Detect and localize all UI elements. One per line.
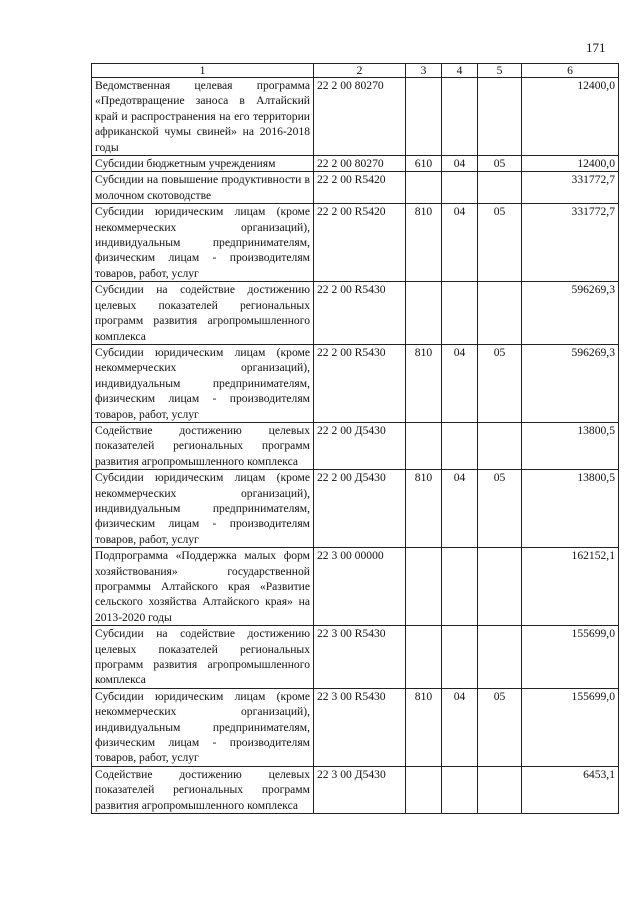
row-description: Субсидии юридическим лицам (кроме некоммерческих организаций), индивидуальным предпринимателям, физическим лицам - производителям товаров, работ, услуг [92, 688, 314, 766]
table-row [92, 626, 619, 689]
column-header-1: 1 [92, 64, 314, 78]
row-amount: 596269,3 [522, 282, 619, 345]
row-section: 04 [442, 344, 478, 422]
row-subsection [478, 422, 522, 469]
column-header-2: 2 [314, 64, 406, 78]
column-header-4: 4 [442, 64, 478, 78]
row-section [442, 172, 478, 204]
row-code: 22 3 00 00000 [314, 548, 406, 626]
row-subsection [478, 282, 522, 345]
row-section [442, 282, 478, 345]
row-expense-type: 610 [406, 156, 442, 172]
table-row [92, 470, 619, 548]
table-row [92, 766, 619, 813]
row-section: 04 [442, 156, 478, 172]
row-description: Подпрограмма «Поддержка малых форм хозяйствования» государственной программы Алтайского края «Развитие сельского хозяйства Алтайского края» на 2013-2020 годы [92, 548, 314, 626]
row-amount: 596269,3 [522, 344, 619, 422]
row-code: 22 2 00 Д5430 [314, 470, 406, 548]
row-description: Субсидии на содействие достижению целевых показателей региональных программ развития агропромышленного комплекса [92, 282, 314, 345]
row-description: Субсидии на повышение продуктивности в молочном скотоводстве [92, 172, 314, 204]
row-amount: 13800,5 [522, 470, 619, 548]
row-expense-type: 810 [406, 204, 442, 282]
row-code: 22 3 00 Д5430 [314, 766, 406, 813]
page-number: 171 [586, 40, 606, 55]
row-amount: 12400,0 [522, 78, 619, 156]
row-section [442, 78, 478, 156]
column-header-6: 6 [522, 64, 619, 78]
row-subsection: 05 [478, 470, 522, 548]
table-row [92, 172, 619, 204]
row-description: Содействие достижению целевых показателей региональных программ развития агропромышленного комплекса [92, 766, 314, 813]
row-code: 22 2 00 R5430 [314, 344, 406, 422]
row-subsection: 05 [478, 204, 522, 282]
row-amount: 6453,1 [522, 766, 619, 813]
row-description: Субсидии юридическим лицам (кроме некоммерческих организаций), индивидуальным предпринимателям, физическим лицам - производителям товаров, работ, услуг [92, 344, 314, 422]
row-code: 22 2 00 R5420 [314, 204, 406, 282]
column-header-5: 5 [478, 64, 522, 78]
row-expense-type [406, 172, 442, 204]
row-section: 04 [442, 204, 478, 282]
table-row [92, 688, 619, 766]
row-expense-type [406, 766, 442, 813]
row-code: 22 2 00 Д5430 [314, 422, 406, 469]
row-subsection [478, 766, 522, 813]
row-expense-type [406, 282, 442, 345]
row-subsection [478, 548, 522, 626]
row-subsection [478, 626, 522, 689]
row-description: Ведомственная целевая программа «Предотвращение заноса в Алтайский край и распространения на его территории африканской чумы свиней» на 2016-2018 годы [92, 78, 314, 156]
row-description: Субсидии юридическим лицам (кроме некоммерческих организаций), индивидуальным предпринимателям, физическим лицам - производителям товаров, работ, услуг [92, 204, 314, 282]
row-section [442, 626, 478, 689]
row-code: 22 3 00 R5430 [314, 626, 406, 689]
row-code: 22 2 00 80270 [314, 156, 406, 172]
table-row [92, 78, 619, 156]
row-description: Содействие достижению целевых показателей региональных программ развития агропромышленного комплекса [92, 422, 314, 469]
row-amount: 331772,7 [522, 172, 619, 204]
row-section [442, 548, 478, 626]
row-code: 22 2 00 80270 [314, 78, 406, 156]
row-subsection: 05 [478, 344, 522, 422]
row-subsection: 05 [478, 688, 522, 766]
row-amount: 162152,1 [522, 548, 619, 626]
row-subsection: 05 [478, 156, 522, 172]
row-section [442, 422, 478, 469]
row-amount: 155699,0 [522, 688, 619, 766]
row-expense-type: 810 [406, 688, 442, 766]
row-description: Субсидии бюджетным учреждениям [92, 156, 314, 172]
row-code: 22 2 00 R5420 [314, 172, 406, 204]
row-amount: 331772,7 [522, 204, 619, 282]
table-row [92, 282, 619, 345]
row-expense-type [406, 78, 442, 156]
row-code: 22 3 00 R5430 [314, 688, 406, 766]
row-expense-type: 810 [406, 470, 442, 548]
table-row [92, 344, 619, 422]
row-section: 04 [442, 688, 478, 766]
table-header-row [92, 64, 619, 78]
row-expense-type [406, 548, 442, 626]
table-row [92, 156, 619, 172]
table-row [92, 422, 619, 469]
budget-table [91, 63, 619, 814]
table-row [92, 548, 619, 626]
row-section: 04 [442, 470, 478, 548]
row-expense-type: 810 [406, 344, 442, 422]
row-amount: 155699,0 [522, 626, 619, 689]
table-row [92, 204, 619, 282]
row-subsection [478, 78, 522, 156]
column-header-3: 3 [406, 64, 442, 78]
row-expense-type [406, 626, 442, 689]
row-section [442, 766, 478, 813]
row-expense-type [406, 422, 442, 469]
row-description: Субсидии на содействие достижению целевых показателей региональных программ развития агропромышленного комплекса [92, 626, 314, 689]
row-subsection [478, 172, 522, 204]
row-amount: 13800,5 [522, 422, 619, 469]
row-amount: 12400,0 [522, 156, 619, 172]
row-description: Субсидии юридическим лицам (кроме некоммерческих организаций), индивидуальным предпринимателям, физическим лицам - производителям товаров, работ, услуг [92, 470, 314, 548]
row-code: 22 2 00 R5430 [314, 282, 406, 345]
